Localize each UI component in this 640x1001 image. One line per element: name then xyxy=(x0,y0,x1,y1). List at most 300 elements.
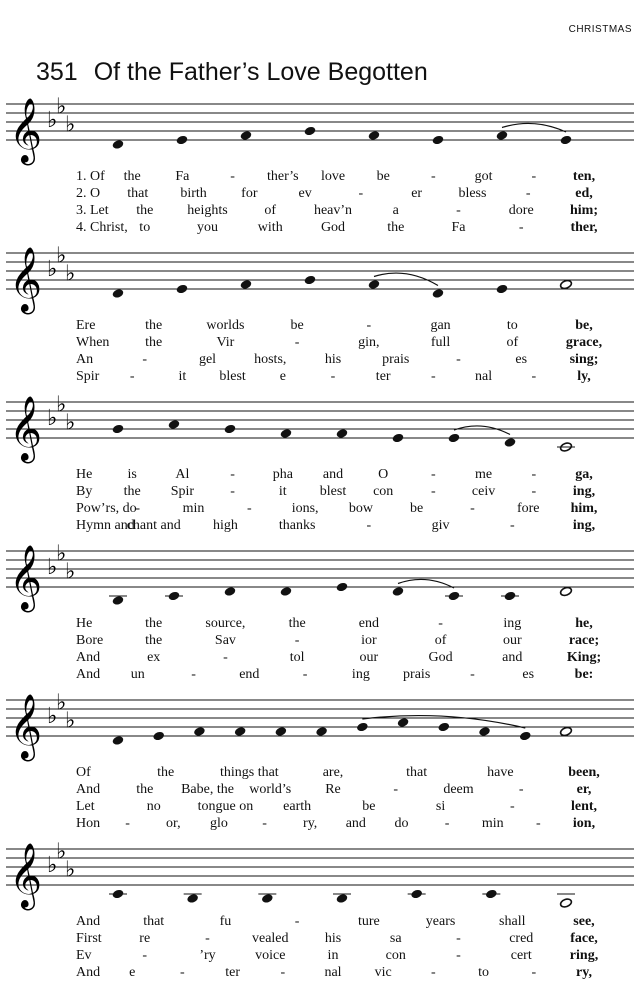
lyric-syllable: be xyxy=(290,318,304,333)
lyric-syllable: ing, xyxy=(572,484,596,499)
quarter-note xyxy=(397,717,410,728)
lyric-syllable: - xyxy=(456,948,461,963)
lyric-syllable: - xyxy=(294,335,300,350)
lyric-syllable: shall xyxy=(499,914,526,929)
flat-icon: ♭ xyxy=(56,839,67,865)
flat-icon: ♭ xyxy=(56,690,67,716)
lyric-syllable: 3. Let xyxy=(76,203,109,218)
quarter-note xyxy=(448,433,461,444)
flat-icon: ♭ xyxy=(65,410,76,436)
lyric-syllable: - xyxy=(142,948,148,963)
lyric-syllable: Fa xyxy=(451,220,466,235)
lyric-syllable: - xyxy=(518,220,524,235)
lyric-syllable: - xyxy=(191,667,196,682)
quarter-note xyxy=(112,424,125,435)
lyric-syllable: tol xyxy=(289,650,305,665)
lyric-syllable: nal xyxy=(324,965,342,980)
quarter-note xyxy=(496,130,509,141)
lyric-syllable: birth xyxy=(180,186,207,201)
lyric-syllable: 2. O xyxy=(76,186,101,201)
lyric-syllable: es xyxy=(515,352,528,367)
flat-icon: ♭ xyxy=(65,708,76,734)
lyric-syllable: bow xyxy=(348,501,373,516)
quarter-note xyxy=(504,437,517,448)
lyric-syllable: prais xyxy=(403,667,431,682)
lyric-syllable: lent, xyxy=(570,799,598,814)
lyric-syllable: sing; xyxy=(569,352,599,367)
lyric-syllable: God xyxy=(320,220,346,235)
lyric-syllable: me xyxy=(475,467,493,482)
lyric-syllable: 4. Christ, xyxy=(76,220,128,235)
lyric-syllable: - xyxy=(456,203,461,218)
lyric-syllable: er xyxy=(411,186,423,201)
quarter-note xyxy=(186,893,199,904)
lyric-syllable: - xyxy=(509,799,515,814)
lyric-syllable: chant and xyxy=(126,518,181,533)
lyric-syllable: be, xyxy=(575,318,593,333)
lyric-syllable: cert xyxy=(510,948,532,963)
lyric-syllable: our xyxy=(502,633,522,648)
lyric-syllable: it xyxy=(278,484,287,499)
lyric-syllable: to xyxy=(506,318,518,333)
lyric-syllable: bless xyxy=(458,186,487,201)
lyric-syllable: his xyxy=(324,931,342,946)
lyric-syllable: Of xyxy=(76,765,91,780)
lyric-syllable: - xyxy=(531,467,537,482)
lyric-syllable: - xyxy=(294,914,300,929)
music-system xyxy=(6,542,634,613)
lyric-syllable: ing, xyxy=(572,518,596,533)
lyric-syllable: - xyxy=(393,782,399,797)
lyric-syllable: es xyxy=(522,667,535,682)
lyric-syllable: the xyxy=(123,484,141,499)
lyric-syllable: O xyxy=(378,467,389,482)
lyric-syllable: blest xyxy=(219,369,246,384)
lyric-syllable: e xyxy=(129,965,136,980)
lyric-syllable: ter xyxy=(375,369,391,384)
lyric-syllable: - xyxy=(431,965,436,980)
lyric-syllable: the xyxy=(157,765,175,780)
lyric-syllable: world’s xyxy=(249,782,292,797)
lyric-syllable: ga, xyxy=(575,467,593,482)
lyric-syllable: and xyxy=(502,650,523,665)
lyric-syllable: - xyxy=(230,467,235,482)
lyric-syllable: ly, xyxy=(577,369,591,384)
quarter-note xyxy=(152,731,165,742)
lyric-syllable: Fa xyxy=(175,169,190,184)
treble-clef-icon: 𝄞 xyxy=(9,247,43,312)
lyric-syllable: - xyxy=(302,667,308,682)
quarter-note xyxy=(112,139,125,150)
lyric-syllable: of xyxy=(434,633,447,648)
lyric-syllable: be xyxy=(410,501,424,516)
lyric-syllable: - xyxy=(366,318,372,333)
lyric-syllable: him; xyxy=(570,203,598,218)
lyric-syllable: ing xyxy=(351,667,370,682)
lyric-syllable: - xyxy=(431,169,436,184)
lyric-syllable: - xyxy=(129,369,135,384)
lyric-syllable: ry, xyxy=(576,965,592,980)
lyric-syllable: - xyxy=(294,633,300,648)
lyric-syllable: - xyxy=(531,965,537,980)
lyric-syllable: - xyxy=(431,467,436,482)
lyric-syllable: ev xyxy=(298,186,312,201)
quarter-note xyxy=(368,130,381,141)
lyric-syllable: ceiv xyxy=(471,484,496,499)
lyric-syllable: - xyxy=(205,931,210,946)
lyric-syllable: ther’s xyxy=(266,169,299,184)
quarter-note xyxy=(280,586,293,597)
lyric-syllable: high xyxy=(212,518,238,533)
quarter-note xyxy=(176,135,189,146)
quarter-note xyxy=(240,130,253,141)
quarter-note xyxy=(315,726,328,737)
lyric-syllable: things that xyxy=(219,765,279,780)
lyric-syllable: - xyxy=(280,965,286,980)
lyric-syllable: - xyxy=(531,369,537,384)
half-note xyxy=(560,279,573,290)
quarter-note xyxy=(304,275,317,286)
lyric-syllable: Babe, the xyxy=(181,782,234,797)
lyric-syllable: gel xyxy=(198,352,217,367)
lyric-syllable: - xyxy=(230,484,235,499)
lyric-syllable: And xyxy=(76,782,101,797)
lyric-syllable: the xyxy=(288,616,306,631)
lyric-syllable: Spir xyxy=(170,484,195,499)
flat-icon: ♭ xyxy=(47,704,58,729)
lyric-syllable: - xyxy=(509,518,515,533)
lyric-syllable: - xyxy=(531,169,537,184)
music-system xyxy=(6,840,634,911)
quarter-note xyxy=(261,893,274,904)
quarter-note xyxy=(496,284,509,295)
lyric-syllable: is xyxy=(127,467,137,482)
quarter-note xyxy=(519,731,532,742)
lyric-syllable: nal xyxy=(475,369,493,384)
lyric-syllable: ions, xyxy=(291,501,319,516)
quarter-note xyxy=(560,135,573,146)
quarter-note xyxy=(392,433,405,444)
lyric-syllable: giv xyxy=(431,518,450,533)
lyric-syllable: - xyxy=(444,816,450,831)
lyric-syllable: gin, xyxy=(358,335,380,350)
lyric-syllable: He xyxy=(76,467,93,482)
lyric-syllable: Al xyxy=(175,467,190,482)
lyric-syllable: King; xyxy=(566,650,602,665)
lyric-syllable: And xyxy=(76,965,101,980)
lyric-syllable: er, xyxy=(576,782,592,797)
lyric-syllable: a xyxy=(392,203,399,218)
half-note xyxy=(560,586,573,597)
lyric-syllable: ter xyxy=(225,965,240,980)
lyric-syllable: vealed xyxy=(251,931,289,946)
lyric-syllable: see, xyxy=(573,914,595,929)
quarter-note xyxy=(432,135,445,146)
lyric-syllable: prais xyxy=(382,352,410,367)
lyric-syllable: - xyxy=(125,816,130,831)
lyric-syllable: - xyxy=(531,484,537,499)
lyric-syllable: sa xyxy=(389,931,402,946)
lyric-syllable: end xyxy=(239,667,260,682)
quarter-note xyxy=(112,595,125,606)
lyric-syllable: for xyxy=(241,186,258,201)
lyric-syllable: you xyxy=(197,220,218,235)
lyric-syllable: - xyxy=(135,501,141,516)
lyric-syllable: have xyxy=(487,765,514,780)
lyric-syllable: hosts, xyxy=(254,352,287,367)
quarter-note xyxy=(112,735,125,746)
flat-icon: ♭ xyxy=(65,261,76,287)
quarter-note xyxy=(234,726,247,737)
lyric-syllable: full xyxy=(430,335,451,350)
lyric-syllable: tongue on xyxy=(197,799,254,814)
quarter-note xyxy=(432,288,445,299)
lyric-syllable: Re xyxy=(325,782,341,797)
quarter-note xyxy=(336,428,349,439)
lyric-syllable: gan xyxy=(430,318,451,333)
lyric-syllable: that xyxy=(143,914,165,929)
lyric-syllable: thanks xyxy=(278,518,316,533)
lyric-syllable: that xyxy=(127,186,149,201)
lyric-syllable: si xyxy=(435,799,446,814)
lyric-syllable: re xyxy=(139,931,151,946)
lyric-syllable: 1. Of xyxy=(76,169,105,184)
quarter-note xyxy=(240,279,253,290)
lyric-syllable: - xyxy=(536,816,541,831)
lyric-syllable: ther, xyxy=(570,220,598,235)
music-system xyxy=(6,244,634,315)
half-note xyxy=(560,726,573,737)
flat-icon: ♭ xyxy=(47,257,58,282)
lyric-syllable: First xyxy=(76,931,102,946)
lyric-syllable: - xyxy=(330,369,336,384)
lyric-syllable: ex xyxy=(147,650,161,665)
flat-icon: ♭ xyxy=(65,857,76,883)
lyric-syllable: his xyxy=(324,352,342,367)
quarter-note xyxy=(478,726,491,737)
music-system xyxy=(6,95,634,166)
lyric-syllable: - xyxy=(246,501,252,516)
lyric-syllable: God xyxy=(428,650,453,665)
lyric-syllable: be: xyxy=(574,667,594,682)
lyric-syllable: An xyxy=(76,352,94,367)
lyric-syllable: ’ry xyxy=(199,948,216,963)
treble-clef-icon: 𝄞 xyxy=(9,396,43,461)
lyric-syllable: Hymn and xyxy=(76,518,135,533)
lyric-syllable: cred xyxy=(509,931,534,946)
flat-icon: ♭ xyxy=(47,853,58,878)
lyric-syllable: are, xyxy=(322,765,344,780)
lyric-syllable: blest xyxy=(319,484,347,499)
lyric-syllable: - xyxy=(438,616,443,631)
lyric-syllable: Hon xyxy=(76,816,101,831)
lyric-syllable: - xyxy=(456,931,461,946)
lyric-syllable: And xyxy=(76,914,101,929)
lyric-syllable: - xyxy=(431,484,436,499)
lyric-syllable: that xyxy=(406,765,428,780)
music-system xyxy=(6,393,634,464)
lyric-syllable: fu xyxy=(219,914,232,929)
lyric-syllable: Pow’rs, do xyxy=(76,501,137,516)
lyric-syllable: race; xyxy=(568,633,600,648)
lyric-syllable: ry, xyxy=(303,816,318,831)
treble-clef-icon: 𝄞 xyxy=(9,843,43,908)
lyric-syllable: By xyxy=(76,484,93,499)
lyric-syllable: worlds xyxy=(206,318,245,333)
lyric-syllable: or, xyxy=(165,816,181,831)
quarter-note xyxy=(193,726,206,737)
quarter-note xyxy=(336,582,349,593)
lyric-syllable: earth xyxy=(283,799,312,814)
lyric-syllable: And xyxy=(76,650,101,665)
lyric-syllable: When xyxy=(76,335,110,350)
lyric-syllable: - xyxy=(470,667,475,682)
lyric-syllable: the xyxy=(145,616,163,631)
lyric-syllable: the xyxy=(123,169,141,184)
slur xyxy=(374,273,438,285)
quarter-note xyxy=(336,893,349,904)
lyric-syllable: - xyxy=(431,369,436,384)
lyric-syllable: Spir xyxy=(76,369,100,384)
quarter-note xyxy=(275,726,288,737)
quarter-note xyxy=(224,424,237,435)
lyric-syllable: to xyxy=(478,965,490,980)
hymn-number: 351 xyxy=(36,58,78,86)
quarter-note xyxy=(112,288,125,299)
lyric-syllable: - xyxy=(230,169,235,184)
flat-icon: ♭ xyxy=(56,392,67,418)
flat-icon: ♭ xyxy=(56,94,67,120)
lyric-syllable: the xyxy=(136,782,154,797)
lyric-syllable: Ere xyxy=(76,318,96,333)
quarter-note xyxy=(224,586,237,597)
lyric-syllable: Ev xyxy=(76,948,92,963)
lyric-syllable: to xyxy=(139,220,151,235)
lyric-syllable: face, xyxy=(570,931,598,946)
lyric-syllable: no xyxy=(146,799,161,814)
lyric-syllable: - xyxy=(366,518,372,533)
flat-icon: ♭ xyxy=(56,541,67,567)
quarter-note xyxy=(392,586,405,597)
lyric-syllable: ed, xyxy=(575,186,593,201)
lyric-syllable: - xyxy=(456,352,461,367)
lyric-syllable: ion, xyxy=(572,816,596,831)
quarter-note xyxy=(356,722,369,733)
lyric-syllable: - xyxy=(223,650,228,665)
lyric-syllable: Vir xyxy=(216,335,235,350)
lyric-syllable: con xyxy=(385,948,406,963)
lyric-syllable: min xyxy=(481,816,504,831)
lyric-syllable: And xyxy=(76,667,101,682)
lyric-syllable: voice xyxy=(255,948,286,963)
flat-icon: ♭ xyxy=(47,108,58,133)
half-note xyxy=(560,898,573,909)
lyric-syllable: our xyxy=(359,650,379,665)
treble-clef-icon: 𝄞 xyxy=(9,545,43,610)
lyric-syllable: - xyxy=(142,352,148,367)
quarter-note xyxy=(168,419,181,430)
lyric-syllable: be xyxy=(376,169,390,184)
lyric-syllable: heav’n xyxy=(313,203,353,218)
flat-icon: ♭ xyxy=(65,559,76,585)
lyric-syllable: ten, xyxy=(572,169,596,184)
slur xyxy=(454,426,510,435)
lyric-syllable: dore xyxy=(508,203,534,218)
lyric-syllable: he, xyxy=(575,616,593,631)
lyric-syllable: - xyxy=(470,501,475,516)
lyric-syllable: vic xyxy=(374,965,392,980)
lyric-syllable: been, xyxy=(568,765,600,780)
lyric-syllable: - xyxy=(358,186,364,201)
lyric-syllable: and xyxy=(345,816,366,831)
lyric-syllable: glo xyxy=(209,816,228,831)
lyric-syllable: Bore xyxy=(76,633,104,648)
lyric-syllable: the xyxy=(145,633,163,648)
lyric-syllable: un xyxy=(130,667,145,682)
lyric-syllable: with xyxy=(257,220,283,235)
quarter-note xyxy=(437,722,450,733)
treble-clef-icon: 𝄞 xyxy=(9,98,43,163)
quarter-note xyxy=(176,284,189,295)
lyric-syllable: con xyxy=(373,484,394,499)
lyric-syllable: - xyxy=(518,782,524,797)
lyric-syllable: be xyxy=(362,799,376,814)
quarter-note xyxy=(368,279,381,290)
lyric-syllable: years xyxy=(425,914,456,929)
lyric-syllable: it xyxy=(178,369,187,384)
lyric-syllable: grace, xyxy=(565,335,603,350)
lyric-syllable: love xyxy=(320,169,346,184)
lyric-syllable: of xyxy=(506,335,519,350)
lyric-syllable: and xyxy=(322,467,344,482)
quarter-note xyxy=(304,126,317,137)
lyric-syllable: the xyxy=(145,318,163,333)
lyric-syllable: got xyxy=(474,169,493,184)
lyric-syllable: He xyxy=(76,616,93,631)
lyric-syllable: the xyxy=(145,335,163,350)
lyric-syllable: the xyxy=(136,203,154,218)
lyric-syllable: e xyxy=(279,369,286,384)
section-label: CHRISTMAS xyxy=(568,24,632,35)
lyric-syllable: Sav xyxy=(214,633,236,648)
hymn-name: Of the Father’s Love Begotten xyxy=(93,58,428,86)
lyric-syllable: - xyxy=(180,965,185,980)
lyric-syllable: deem xyxy=(443,782,474,797)
treble-clef-icon: 𝄞 xyxy=(9,694,43,759)
lyric-syllable: do xyxy=(394,816,409,831)
lyric-syllable: of xyxy=(264,203,277,218)
flat-icon: ♭ xyxy=(65,112,76,138)
music-system xyxy=(6,691,634,762)
lyric-syllable: ture xyxy=(357,914,380,929)
lyric-syllable: fore xyxy=(516,501,540,516)
lyric-syllable: ing xyxy=(503,616,522,631)
flat-icon: ♭ xyxy=(47,555,58,580)
lyric-syllable: source, xyxy=(205,616,246,631)
lyric-syllable: end xyxy=(358,616,379,631)
lyric-syllable: ior xyxy=(361,633,377,648)
lyric-syllable: pha xyxy=(272,467,293,482)
flat-icon: ♭ xyxy=(56,243,67,269)
lyric-syllable: heights xyxy=(187,203,228,218)
lyric-syllable: Let xyxy=(76,799,95,814)
quarter-note xyxy=(280,428,293,439)
lyric-syllable: - xyxy=(262,816,267,831)
lyric-syllable: ring, xyxy=(569,948,599,963)
lyric-syllable: the xyxy=(387,220,405,235)
lyric-syllable: min xyxy=(182,501,205,516)
lyric-syllable: - xyxy=(525,186,531,201)
